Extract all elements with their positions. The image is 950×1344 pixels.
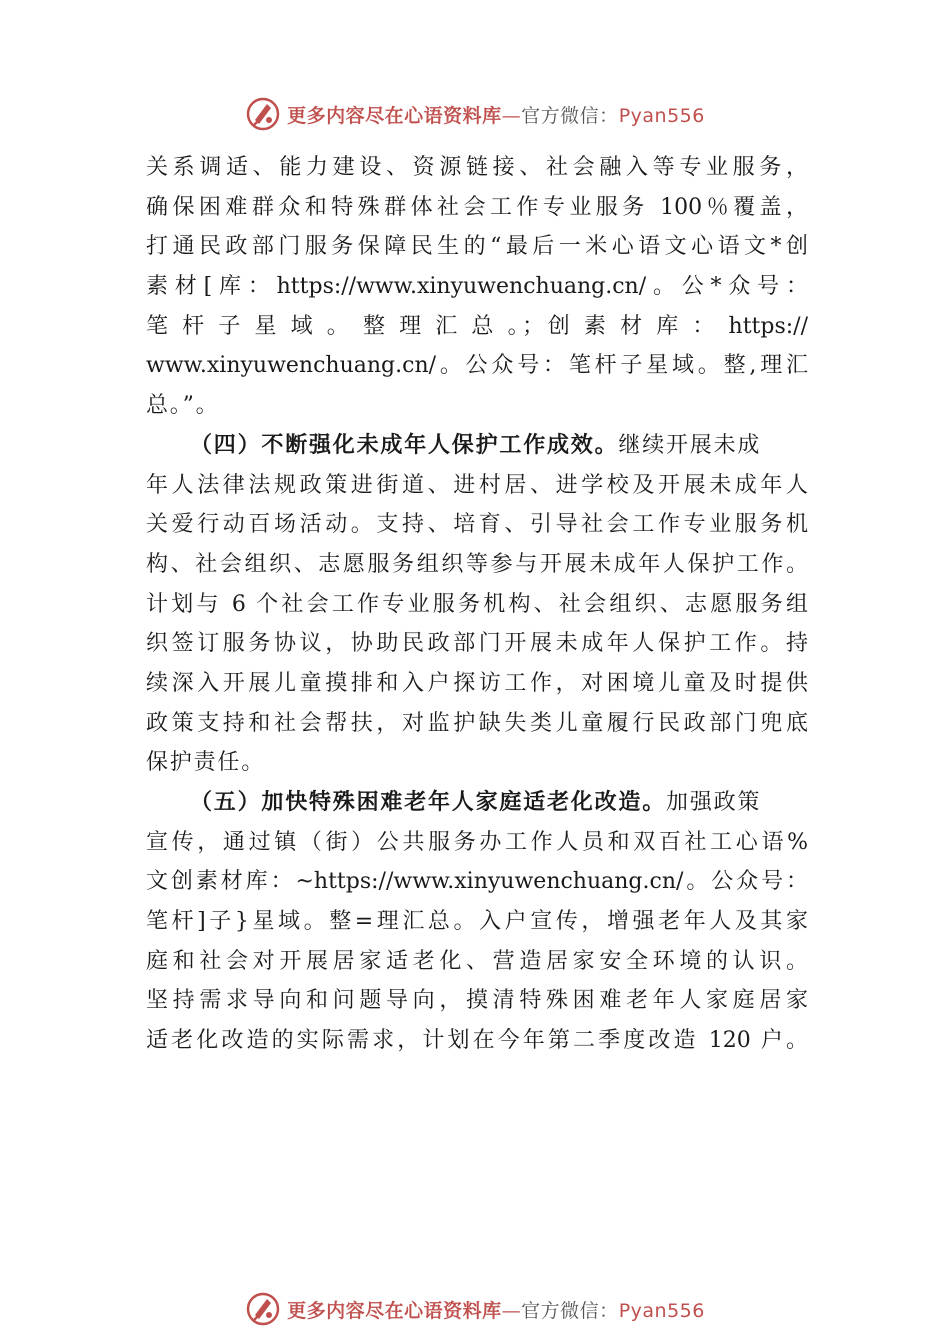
text-line: 政策支持和社会帮扶，对监护缺失类儿童履行民政部门兜底 [146, 710, 808, 736]
footer-banner [0, 1289, 950, 1329]
text-span: 继续开展未成 [618, 432, 762, 458]
footer-banner-separator: — [501, 1299, 522, 1322]
text-line: 续深入开展儿童摸排和入户探访工作，对困境儿童及时提供 [146, 670, 808, 696]
text-line: 关系调适、能力建设、资源链接、社会融入等专业服务， [146, 155, 808, 180]
text-line: 文创素材库：~https://www.xinyuwenchuang.cn/。公众号： [146, 869, 808, 895]
section-heading-five: （五）加快特殊困难老年人家庭适老化改造。 [190, 789, 667, 815]
text-line: 关爱行动百场活动。支持、培育、引导社会工作专业服务机 [146, 512, 808, 538]
header-wechat-prefix: 官方微信： [521, 104, 619, 127]
text-line: 坚持需求导向和问题导向，摸清特殊困难老年人家庭居家 [146, 988, 808, 1014]
library-logo-icon [245, 96, 281, 132]
footer-wechat-id: Pyan556 [618, 1299, 705, 1322]
text-line: 构、社会组织、志愿服务组织等参与开展未成年人保护工作。 [146, 551, 808, 577]
text-line: 素材[库：https://www.xinyuwenchuang.cn/。公*众号： [146, 274, 808, 300]
text-line: 宣传，通过镇（街）公共服务办工作人员和双百社工心语% [146, 829, 808, 855]
paragraph-heading-line [146, 426, 808, 466]
text-line: 计划与 6 个社会工作专业服务机构、社会组织、志愿服务组 [146, 591, 808, 617]
text-line: 总。”。 [146, 393, 220, 419]
text-span: 加强政策 [666, 790, 762, 815]
text-line: 笔杆]子}星域。整=理汇总。入户宣传，增强老年人及其家 [146, 909, 808, 935]
text-line: 织签订服务协议，协助民政部门开展未成年人保护工作。持 [146, 631, 808, 657]
document-body [146, 148, 808, 1061]
text-line: 年人法律法规政策进街道、进村居、进学校及开展未成年人 [146, 472, 808, 498]
text-line: 打通民政部门服务保障民生的“最后一米心语文心语文*创 [146, 234, 808, 260]
header-banner [0, 94, 950, 134]
text-line: 确保困难群众和特殊群体社会工作专业服务 100％覆盖， [146, 194, 808, 220]
text-line: 适老化改造的实际需求，计划在今年第二季度改造 120 户。 [146, 1028, 808, 1054]
header-banner-label: 更多内容尽在心语资料库 [287, 104, 502, 127]
header-wechat-id: Pyan556 [618, 104, 705, 127]
text-line: 庭和社会对开展居家适老化、营造居家安全环境的认识。 [146, 948, 808, 974]
section-heading-four: （四）不断强化未成年人保护工作成效。 [190, 431, 619, 458]
text-line: 保护责任。 [146, 750, 266, 776]
footer-wechat-prefix: 官方微信： [521, 1299, 619, 1322]
paragraph-heading-line [146, 783, 808, 823]
library-logo-icon [245, 1291, 281, 1327]
text-line: www.xinyuwenchuang.cn/。公众号：笔杆子星域。整,理汇 [146, 353, 808, 379]
header-banner-text [287, 101, 705, 128]
footer-banner-label: 更多内容尽在心语资料库 [287, 1299, 502, 1322]
footer-banner-text [287, 1296, 705, 1323]
text-line: 笔 杆 子 星 域 。 整 理 汇 总 。；创 素 材 库 ： https:// [146, 313, 808, 339]
header-banner-separator: — [501, 104, 522, 127]
